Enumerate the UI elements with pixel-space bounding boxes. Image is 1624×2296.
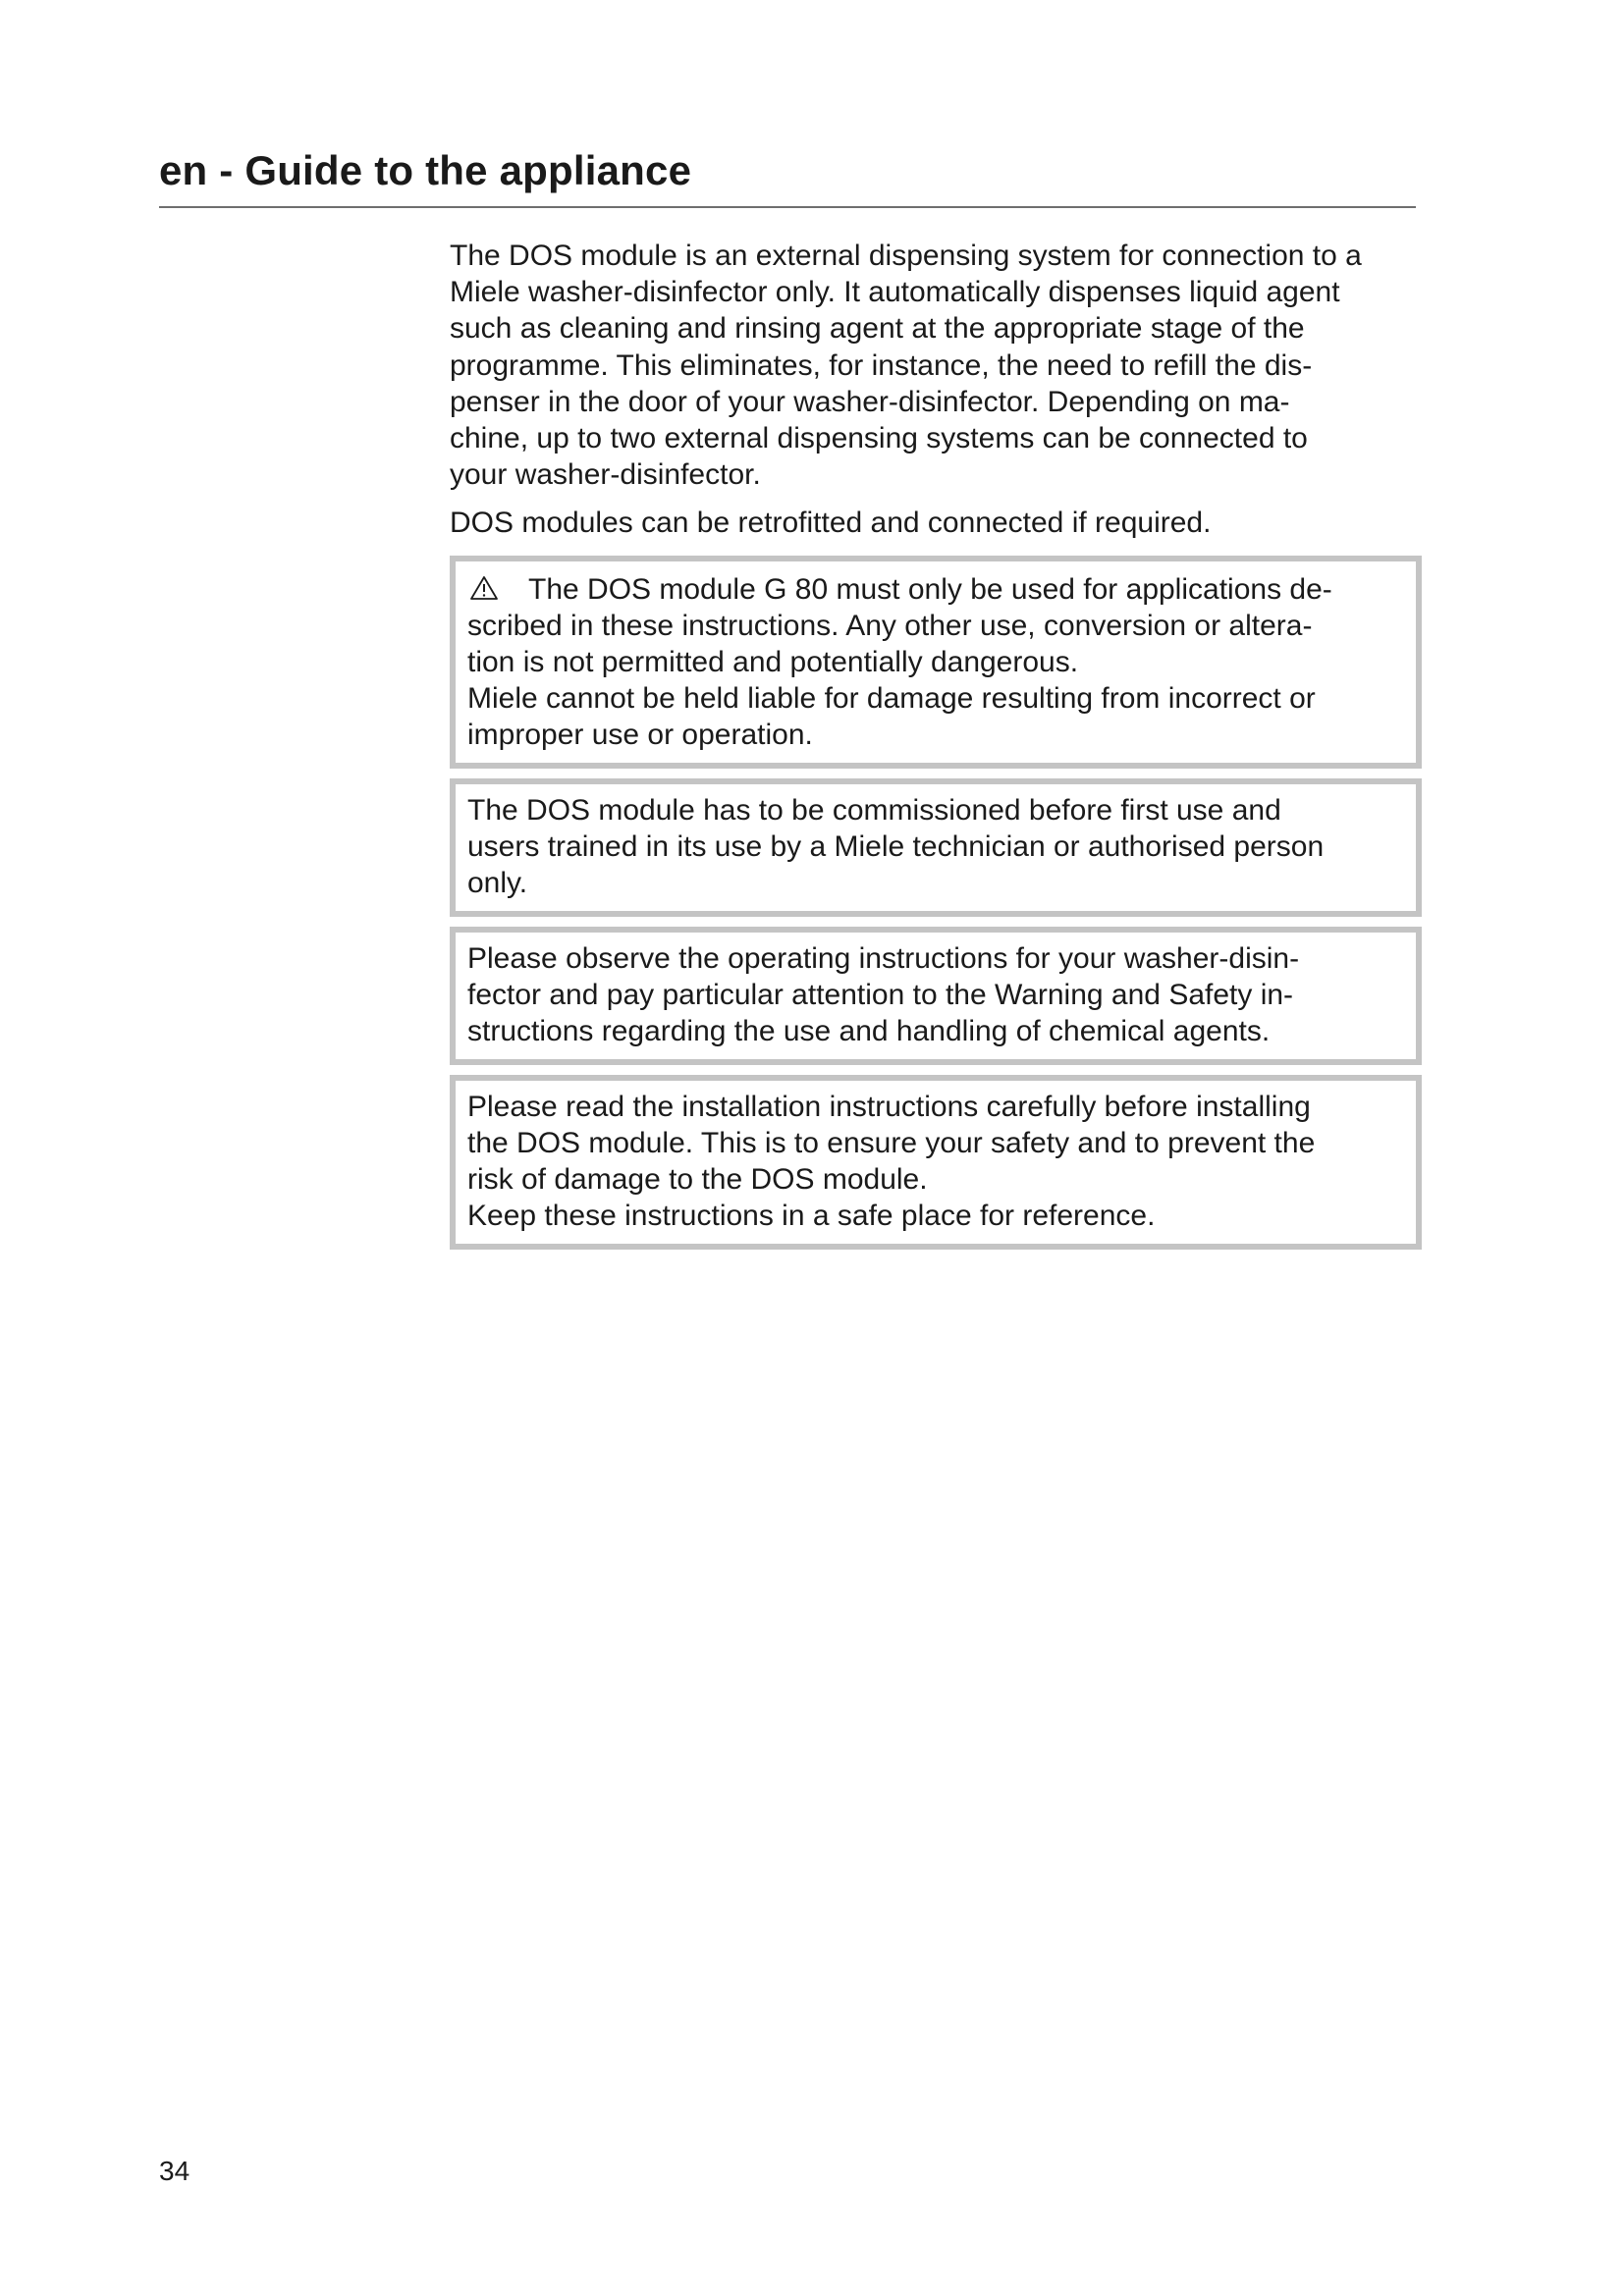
warning-first-line <box>467 571 1402 608</box>
warning-text-line: The DOS module G 80 must only be used for applications de- <box>528 573 1332 607</box>
intro-paragraph <box>450 238 1422 493</box>
warning-triangle-icon <box>469 575 499 601</box>
operating-text-line: Please observe the operating instructions for your washer-disin- <box>467 942 1300 976</box>
commissioning-text-line: users trained in its use by a Miele technician or authorised person <box>467 830 1325 864</box>
intro-line: your washer-disinfector. <box>450 458 761 492</box>
intro-line: penser in the door of your washer-disinfector. Depending on ma- <box>450 385 1290 418</box>
operating-instructions-box <box>450 927 1422 1065</box>
warning-text-line: tion is not permitted and potentially dangerous. <box>467 646 1079 679</box>
commissioning-text-line: The DOS module has to be commissioned before first use and <box>467 794 1281 828</box>
intro-line: The DOS module is an external dispensing system for connection to a <box>450 240 1362 272</box>
installation-box <box>450 1075 1422 1250</box>
installation-text-line: Please read the installation instructions carefully before installing <box>467 1091 1311 1124</box>
intro-line: chine, up to two external dispensing systems can be connected to <box>450 422 1308 455</box>
intro-line: programme. This eliminates, for instance, the need to refill the dis- <box>450 348 1313 382</box>
operating-text-line: fector and pay particular attention to the Warning and Safety in- <box>467 979 1294 1012</box>
retrofit-paragraph: DOS modules can be retrofitted and connected if required. <box>450 507 1212 540</box>
warning-text-line: Miele cannot be held liable for damage resulting from incorrect or <box>467 682 1316 716</box>
intro-line: Miele washer-disinfector only. It automatically dispenses liquid agent <box>450 276 1340 309</box>
warning-text-line: scribed in these instructions. Any other use, conversion or altera- <box>467 610 1313 643</box>
installation-text-line: the DOS module. This is to ensure your safety and to prevent the <box>467 1127 1316 1160</box>
commissioning-text-line: only. <box>467 867 528 900</box>
title-divider <box>159 206 1416 208</box>
content-column <box>450 238 1422 1250</box>
installation-text-line: risk of damage to the DOS module. <box>467 1163 928 1197</box>
page-number: 34 <box>159 2156 190 2186</box>
installation-text-line: Keep these instructions in a safe place for reference. <box>467 1200 1156 1233</box>
page-title: en - Guide to the appliance <box>159 147 692 193</box>
intro-line: such as cleaning and rinsing agent at the appropriate stage of the <box>450 312 1305 346</box>
warning-box <box>450 556 1422 769</box>
warning-text-line: improper use or operation. <box>467 719 813 752</box>
commissioning-box <box>450 778 1422 917</box>
operating-text-line: structions regarding the use and handling of chemical agents. <box>467 1015 1271 1048</box>
